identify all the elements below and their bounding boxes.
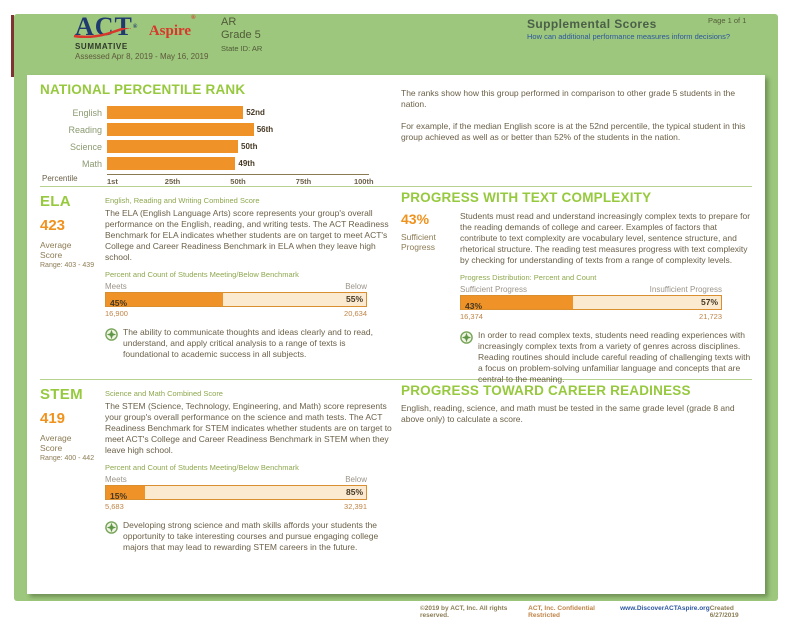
text-complexity-distribution <box>460 273 722 321</box>
sufficient-progress-bar <box>461 296 573 309</box>
npr-bar-track <box>107 140 369 153</box>
ela-body-text: The ELA (English Language Arts) score represents your group's overall performance on the English, reading, and writing tests. The ACT Readiness Benchmark for ELA indicates whether students are on target to meet ACT's College and Career Readiness Benchmark in ELA when they leave high school. <box>105 208 389 262</box>
npr-bar-chart <box>40 104 400 187</box>
stem-average-score: 419 <box>40 410 66 427</box>
text-complexity-content <box>401 211 757 266</box>
npr-category-label: Reading <box>68 124 102 135</box>
compass-star-icon <box>460 331 473 344</box>
npr-axis-row <box>40 174 400 187</box>
npr-axis-tick: 75th <box>295 177 312 186</box>
career-readiness-section <box>401 383 757 425</box>
ela-benchmark-counts <box>105 309 367 318</box>
stem-benchmark-caption: Percent and Count of Students Meeting/Below Benchmark <box>105 463 299 472</box>
ela-meets-bar <box>106 293 223 306</box>
ela-average-score: 423 <box>40 217 66 234</box>
distribution-caption: Progress Distribution: Percent and Count <box>460 273 597 282</box>
npr-axis-tick: 100th <box>353 177 374 186</box>
npr-value-label: 50th <box>241 142 258 151</box>
career-readiness-title: PROGRESS TOWARD CAREER READINESS <box>401 383 691 398</box>
report-title: Supplemental Scores <box>527 17 657 31</box>
npr-value-label: 52nd <box>246 108 265 117</box>
ela-below-percent: 55% <box>345 294 363 304</box>
content-card <box>27 75 765 594</box>
ela-benchmark-bar <box>105 292 367 307</box>
npr-bar-row <box>40 104 400 121</box>
npr-axis-tick: 50th <box>230 177 246 186</box>
distribution-bar <box>460 295 722 310</box>
insufficient-count: 21,723 <box>699 312 722 321</box>
ela-benchmark <box>105 270 367 318</box>
act-aspire-logo <box>75 12 196 41</box>
npr-bar-row <box>40 155 400 172</box>
page-footer <box>420 605 760 619</box>
stem-below-count: 32,391 <box>344 502 367 511</box>
stem-section-title: STEM <box>40 386 83 403</box>
stem-body-text: The STEM (Science, Technology, Engineering, and Math) score represents your group's overall performance on the science and math tests. The ACT Readiness Benchmark for STEM indicates whether students are on target to meet ACT's College and Career Readiness Benchmark in STEM when they leave high school. <box>105 401 392 455</box>
npr-bar-track <box>107 123 369 136</box>
compass-star-icon <box>105 328 118 341</box>
below-label: Below <box>345 282 367 291</box>
text-complexity-title: PROGRESS WITH TEXT COMPLEXITY <box>401 190 652 205</box>
stem-benchmark-counts <box>105 502 367 511</box>
text-complexity-tip-text: In order to read complex texts, students need reading experiences with increasingly complex texts from a variety of genres across disciplines. Reading routines should include careful reading of challenging texts with a focus on problem-solving unfamiliar language and concepts that are central to the meaning. <box>478 330 751 384</box>
npr-axis-tick: 25th <box>164 177 181 186</box>
meets-label: Meets <box>105 475 127 484</box>
text-complexity-tip <box>460 330 757 385</box>
npr-bar <box>107 123 254 136</box>
npr-bar <box>107 106 243 119</box>
stem-meets-bar <box>106 486 145 499</box>
copyright-text: ©2019 by ACT, Inc. All rights reserved. <box>420 605 508 619</box>
npr-axis-caption: Percentile <box>42 174 78 183</box>
organization-name: AR <box>221 16 237 28</box>
npr-value-label: 49th <box>238 159 255 168</box>
sufficient-progress-label: Sufficient Progress <box>460 285 527 294</box>
npr-description-paragraph: For example, if the median English score is at the 52nd percentile, the typical student in this group achieved as well as or better than 52% of the students in the nation. <box>401 121 746 142</box>
confidential-text: ACT, Inc. Confidential Restricted <box>528 605 595 619</box>
insufficient-percent: 57% <box>700 297 718 307</box>
npr-section-title: NATIONAL PERCENTILE RANK <box>40 82 246 97</box>
sufficient-progress-percent: 43% <box>401 211 430 227</box>
career-readiness-body: English, reading, science, and math must be tested in the same grade level (grade 8 and above only) to calculate a score. <box>401 403 735 424</box>
ela-detail-column <box>105 196 393 360</box>
text-complexity-section <box>401 190 757 385</box>
npr-bar-track <box>107 106 369 119</box>
stem-benchmark <box>105 463 367 511</box>
npr-chart-rows <box>40 104 400 172</box>
npr-bar-track <box>107 157 369 170</box>
below-label: Below <box>345 475 367 484</box>
act-logo-swoosh-icon <box>73 28 131 38</box>
stem-tip <box>105 520 393 553</box>
ela-score-sublabel: Average Score <box>40 240 72 260</box>
npr-section <box>40 82 400 187</box>
footer-url: www.DiscoverACTAspire.org <box>620 605 710 612</box>
distribution-labels <box>460 285 722 294</box>
ela-meets-percent: 45% <box>110 298 128 308</box>
act-logo-text: ACT® <box>75 12 139 41</box>
created-date: Created 6/27/2019 <box>709 605 739 619</box>
npr-value-label: 56th <box>256 125 274 134</box>
npr-category-label: Science <box>69 141 102 152</box>
npr-axis <box>107 174 374 187</box>
stem-detail-column <box>105 389 393 553</box>
npr-axis-tick: 1st <box>107 177 118 186</box>
ela-benchmark-labels <box>105 282 367 291</box>
npr-bar-row <box>40 121 400 138</box>
text-complexity-score-column <box>401 211 460 266</box>
stem-below-percent: 85% <box>345 487 363 497</box>
stem-benchmark-bar <box>105 485 367 500</box>
insufficient-progress-label: Insufficient Progress <box>649 285 722 294</box>
sufficient-progress-sublabel: Sufficient Progress <box>401 232 436 252</box>
npr-bar-row <box>40 138 400 155</box>
page-number: Page 1 of 1 <box>708 16 747 25</box>
npr-category-label: English <box>72 107 102 118</box>
assessed-dates: Assessed Apr 8, 2019 - May 16, 2019 <box>75 52 209 61</box>
left-red-edge-decoration <box>11 15 14 77</box>
ela-tip <box>105 327 393 360</box>
stem-meets-percent: 15% <box>110 491 128 501</box>
grade-label: Grade 5 <box>221 29 261 41</box>
npr-description <box>401 88 757 143</box>
registered-mark-icon: ® <box>191 15 196 21</box>
sufficient-count: 16,374 <box>460 312 483 321</box>
report-subtitle: How can additional performance measures inform decisions? <box>527 32 731 41</box>
npr-bar <box>107 140 238 153</box>
npr-bar <box>107 157 235 170</box>
npr-description-paragraph: The ranks show how this group performed in comparison to other grade 5 students in the nation. <box>401 88 736 109</box>
stem-score-sublabel: Average Score <box>40 433 72 453</box>
ela-tip-text: The ability to communicate thoughts and ideas clearly and to read, understand, and apply critical analysis to a range of texts is foundational to academic success in all subjects. <box>123 327 373 359</box>
ela-benchmark-caption: Percent and Count of Students Meeting/Below Benchmark <box>105 270 299 279</box>
ela-score-column <box>40 193 104 269</box>
npr-category-label: Math <box>81 158 102 169</box>
state-id-label: State ID: AR <box>221 44 263 53</box>
stem-meets-count: 5,683 <box>105 502 124 511</box>
stem-tip-text: Developing strong science and math skills affords your students the opportunity to take interesting courses and pursue engaging college majors that may lead to rewarding STEM careers in the future. <box>123 520 379 552</box>
stem-score-range: Range: 400 - 442 <box>40 455 95 462</box>
stem-score-column <box>40 386 104 462</box>
ela-score-range: Range: 403 - 439 <box>40 262 95 269</box>
ela-meets-count: 16,900 <box>105 309 128 318</box>
stem-benchmark-labels <box>105 475 367 484</box>
compass-star-icon <box>105 521 118 534</box>
sufficient-percent: 43% <box>465 301 483 311</box>
meets-label: Meets <box>105 282 127 291</box>
ela-combined-caption: English, Reading and Writing Combined Score <box>105 196 260 205</box>
aspire-logo-text: Aspire® <box>148 15 196 39</box>
registered-mark-icon: ® <box>132 24 139 30</box>
stem-combined-caption: Science and Math Combined Score <box>105 389 223 398</box>
text-complexity-body: Students must read and understand increasingly complex texts to prepare for the reading demands of college and career. Examples of factors that contribute to text complexity are vocabulary level, sentence structure, and rhetorical structure. The reading test measures progress with text complexity by checking for understanding of texts from a range of complexity levels. <box>460 211 751 265</box>
program-label: SUMMATIVE <box>75 42 128 51</box>
ela-below-count: 20,634 <box>344 309 367 318</box>
ela-section-title: ELA <box>40 193 71 210</box>
distribution-counts <box>460 312 722 321</box>
